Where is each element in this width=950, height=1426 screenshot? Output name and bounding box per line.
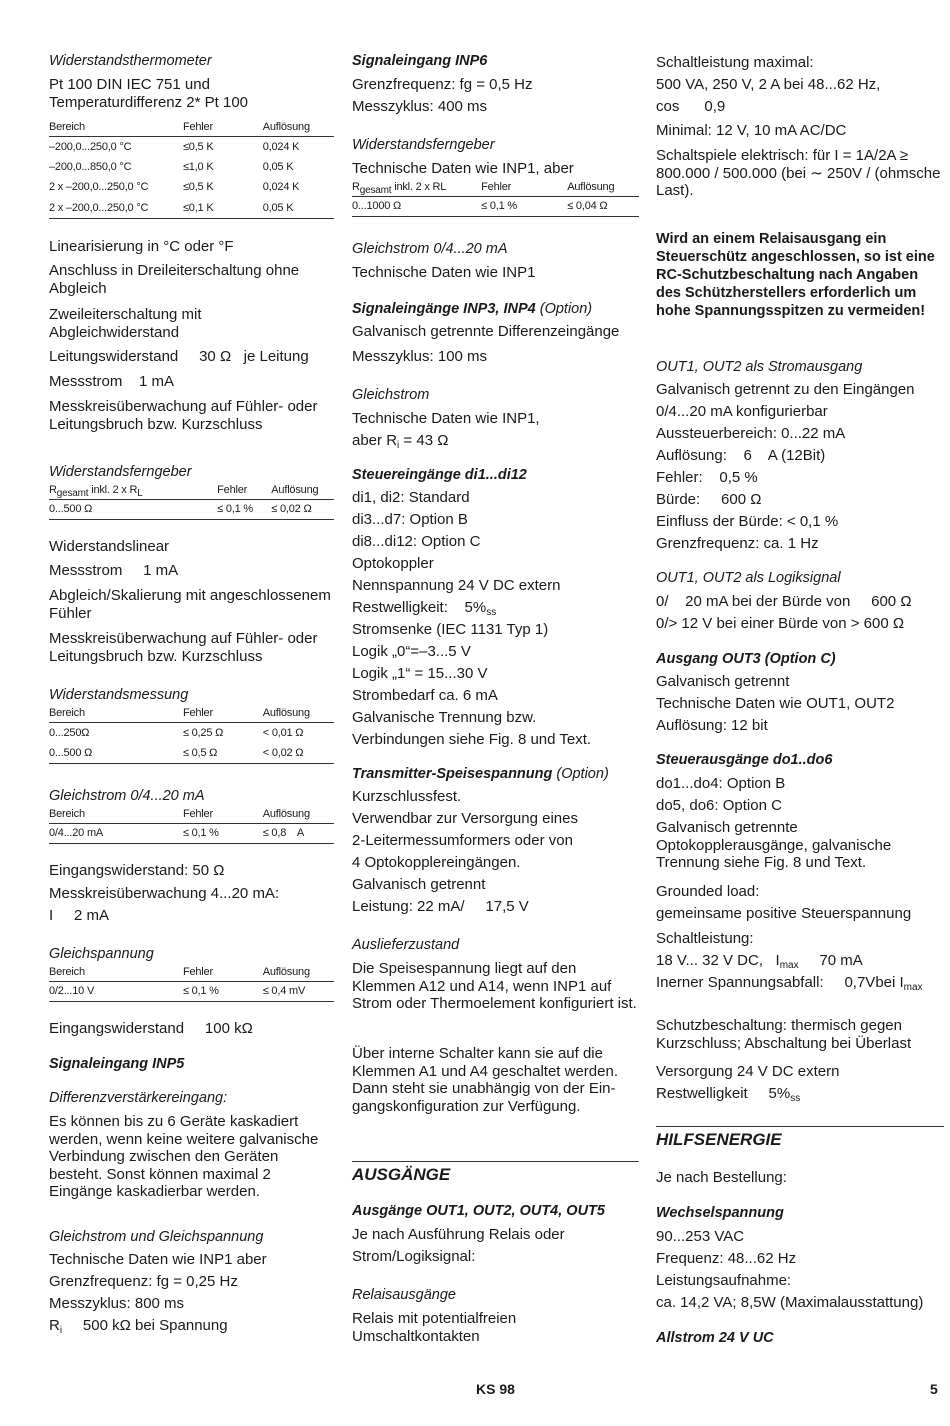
cell: 2 x –200,0...250,0 °C (49, 181, 149, 194)
col-header: Fehler (183, 706, 263, 722)
table-header (352, 180, 639, 196)
imax-sub: max (779, 960, 799, 971)
ws-line-1: 90...253 VAC (656, 1228, 745, 1245)
rt-description: Pt 100 DIN IEC 751 und Temperaturdifferenz 2* Pt 100 (49, 76, 249, 111)
ri-sub: i (59, 1325, 63, 1336)
wfg2-heading: Widerstandsferngeber (352, 137, 495, 153)
cell: < 0,01 Ω (262, 726, 304, 739)
sa-line-3: Aussteuerbereich: 0...22 mA (656, 425, 846, 442)
di-line-10: Galvanische Trennung bzw. (352, 709, 537, 726)
page-number: 5 (930, 1381, 938, 1397)
col-header (49, 483, 217, 499)
rest-label: Restwelligkeit: 5% (352, 599, 487, 616)
col-header: Bereich (49, 965, 183, 981)
tsp-line-1: Kurzschlussfest. (352, 788, 462, 805)
wm-table (49, 706, 334, 764)
abfall-sub: max (903, 982, 923, 993)
table-row (49, 722, 334, 743)
cell: 0/4...20 mA (49, 823, 183, 844)
inp34-option: (Option) (535, 301, 593, 317)
inp6-line-2: Messzyklus: 400 ms (352, 98, 488, 115)
di-line-2: di3...d7: Option B (352, 511, 468, 528)
tsp-line-3: 2-Leitermessumformers oder von (352, 832, 573, 849)
footer-title: KS 98 (476, 1381, 515, 1397)
o3-line-3: Auflösung: 12 bit (656, 717, 768, 734)
di-line-6: Stromsenke (IEC 1131 Typ 1) (352, 621, 549, 638)
di-line-3: di8...di12: Option C (352, 533, 481, 550)
table-row (49, 136, 334, 157)
gs3-heading: Gleichstrom (352, 387, 430, 403)
ri-label: R (49, 1317, 60, 1334)
table-header (49, 120, 334, 136)
di-line-11: Verbindungen siehe Fig. 8 und Text. (352, 731, 592, 748)
wm-heading: Widerstandsmessung (49, 687, 189, 703)
rest-label: Restwelligkeit 5% (656, 1085, 791, 1102)
table-row (49, 177, 334, 198)
col-header: Auflösung (271, 483, 334, 499)
col-header: Auflösung (263, 807, 334, 823)
di-restwelligkeit (352, 599, 639, 617)
sa-line-1: Galvanisch getrennt zu den Eingängen (656, 381, 915, 398)
cell: ≤ 0,04 Ω (567, 196, 639, 217)
cell: < 0,02 Ω (263, 743, 334, 764)
gug-line-3: Messzyklus: 800 ms (49, 1295, 185, 1312)
warning-text: Wird an einem Relaisausgang ein Steuerschütz angeschlossen, so ist eine RC-Schutzbeschaltung nach Angaben des Schützherstellers erforderlich um hohe Spannungsspitzen zu vermeiden! (656, 231, 935, 319)
di-line-5: Nennspannung 24 V DC extern (352, 577, 561, 594)
cell: 0,024 K (262, 140, 300, 153)
sa-line-4: Auflösung: 6 A (12Bit) (656, 447, 826, 464)
cell: 0,05 K (263, 198, 334, 219)
cell: ≤ 0,4 mV (263, 981, 334, 1002)
cell: 0...500 Ω (49, 499, 217, 520)
i-2ma: I 2 mA (49, 907, 110, 924)
do-line-1: do1...do4: Option B (656, 775, 786, 792)
table-row (49, 157, 334, 178)
imax-value: 70 mA (798, 952, 863, 969)
cell: 0,024 K (262, 181, 300, 194)
table-header (49, 706, 334, 722)
table-row (49, 499, 334, 520)
wfg2-line-1: Technische Daten wie INP1, aber (352, 160, 574, 177)
col-header: Fehler (217, 483, 271, 499)
rt-table (49, 120, 334, 219)
di-line-8: Logik „1“ = 15...30 V (352, 665, 488, 682)
gug-heading: Gleichstrom und Gleichspannung (49, 1229, 264, 1245)
ls-line-1: 0/ 20 mA bei der Bürde von 600 Ω (656, 593, 912, 610)
col-header (352, 180, 481, 196)
rest-sub: ss (790, 1093, 801, 1104)
sa-heading: OUT1, OUT2 als Stromausgang (656, 359, 863, 375)
cell: 0...250Ω (49, 726, 90, 739)
col-header: Bereich (49, 120, 183, 136)
col-header: Fehler (481, 180, 567, 196)
kreisueberwachung-2: Messkreisüberwachung auf Fühler- oder Leitungsbruch bzw. Kurzschluss (49, 630, 318, 665)
tsp-line-2: Verwendbar zur Versorgung eines (352, 810, 578, 827)
ws-heading: Wechselspannung (656, 1205, 784, 1221)
col-header: Auflösung (263, 120, 334, 136)
sl-line-5: Schaltspiele elektrisch: für I = 1A/2A ≥ 800.000 / 500.000 (bei ∼ 250V / (ohmsche Last). (656, 147, 941, 199)
gs2-line-1: Technische Daten wie INP1 (352, 264, 536, 281)
kreisueberwachung: Messkreisüberwachung auf Fühler- oder Leitungsbruch bzw. Kurzschluss (49, 398, 318, 433)
header-rest: inkl. 2 x R (88, 483, 138, 496)
ls-heading: OUT1, OUT2 als Logiksignal (656, 570, 841, 586)
al-text-1: Die Speisespannung liegt auf den Klemmen A12 und A14, wenn INP1 auf Strom oder Thermoelement konfiguriert ist. (352, 960, 637, 1012)
sa-line-8: Grenzfrequenz: ca. 1 Hz (656, 535, 819, 552)
widerstandslinear: Widerstandslinear (49, 538, 170, 555)
header-r: R (49, 483, 57, 496)
tsp-title: Transmitter-Speisespannung (352, 766, 553, 782)
cell: ≤ 0,1 % (183, 823, 263, 844)
inp6-heading: Signaleingang INP6 (352, 53, 488, 69)
sa-line-5: Fehler: 0,5 % (656, 469, 758, 486)
messstrom-2: Messstrom 1 mA (49, 562, 179, 579)
out-heading: Ausgänge OUT1, OUT2, OUT4, OUT5 (352, 1203, 605, 1219)
tsp-line-6: Leistung: 22 mA/ 17,5 V (352, 898, 529, 915)
table-row (49, 743, 334, 764)
tsp-heading (352, 765, 639, 783)
sl-line-3: cos 0,9 (656, 98, 726, 115)
cell: 0/2...10 V (49, 981, 183, 1002)
wfg-heading: Widerstandsferngeber (49, 464, 192, 480)
cell: ≤ 0,1 % (183, 981, 263, 1002)
gs-table (49, 807, 334, 844)
cell: ≤ 0,02 Ω (271, 499, 334, 520)
imax-label: 18 V... 32 V DC, I (656, 952, 780, 969)
col-header: Bereich (49, 807, 183, 823)
table-header (49, 483, 334, 499)
gug-line-1: Technische Daten wie INP1 aber (49, 1251, 267, 1268)
abgleich: Abgleich/Skalierung mit angeschlossenem Fühler (49, 587, 331, 622)
header-r: R (352, 180, 360, 193)
cell: ≤0,5 K (182, 181, 214, 194)
di-line-7: Logik „0“=–3...5 V (352, 643, 471, 660)
ws-line-4: ca. 14,2 VA; 8,5W (Maximalausstattung) (656, 1294, 924, 1311)
do-line-10: Versorgung 24 V DC extern (656, 1063, 840, 1080)
col-header: Auflösung (263, 965, 334, 981)
ws-line-2: Frequenz: 48...62 Hz (656, 1250, 797, 1267)
gs-heading: Gleichstrom 0/4...20 mA (49, 788, 205, 804)
do-line-4: Grounded load: (656, 883, 760, 900)
zweileiter: Zweileiterschaltung mit Abgleichwiderstand (49, 306, 202, 341)
cell: –200,0...850,0 °C (49, 160, 132, 173)
inp5-heading: Signaleingang INP5 (49, 1056, 185, 1072)
table-row (49, 823, 334, 844)
hilfsenergie-section: HILFSENERGIE (656, 1126, 944, 1150)
hilf-line-1: Je nach Bestellung: (656, 1169, 787, 1186)
tsp-option: (Option) (552, 766, 609, 782)
al-text-2: Über interne Schalter kann sie auf die Klemmen A1 und A4 geschaltet werden. Dann steht sie unabhängig von der Ein- gangskonfiguration zur Verfügung. (352, 1045, 619, 1115)
do-heading: Steuerausgänge do1..do6 (656, 752, 833, 768)
messstrom: Messstrom 1 mA (49, 373, 175, 390)
do-line-3: Galvanisch getrennte Optokopplerausgänge, galvanische Trennung siehe Fig. 8 und Text. (656, 819, 892, 871)
cell: ≤1,0 K (182, 160, 214, 173)
header-sub: gesamt (359, 184, 392, 196)
inp34-heading (352, 300, 639, 318)
leitungswiderstand: Leitungswiderstand 30 Ω je Leitung (49, 348, 309, 365)
di-line-1: di1, di2: Standard (352, 489, 470, 506)
do-line-9: Schutzbeschaltung: thermisch gegen Kurzschluss; Abschaltung bei Überlast (656, 1017, 912, 1052)
cell: ≤ 0,5 Ω (183, 743, 263, 764)
abfall-label: Inerner Spannungsabfall: 0,7Vbei I (656, 974, 904, 991)
do-line-8 (656, 974, 944, 992)
header-sub: gesamt (56, 487, 89, 499)
dreileiter: Anschluss in Dreileiterschaltung ohne Abgleich (49, 262, 300, 297)
col-header: Auflösung (263, 706, 334, 722)
ri-value: = 43 Ω (399, 432, 449, 449)
ri-sub: i (397, 440, 400, 451)
inp34-line-1: Galvanisch getrennte Differenzeingänge (352, 323, 620, 340)
cell: –200,0...250,0 °C (49, 140, 132, 153)
sl-line-4: Minimal: 12 V, 10 mA AC/DC (656, 122, 847, 139)
cell: 2 x –200,0...250,0 °C (49, 198, 183, 219)
cell: ≤ 0,8 A (263, 823, 334, 844)
sl-line-2: 500 VA, 250 V, 2 A bei 48...62 Hz, (656, 76, 881, 93)
cell: ≤0,1 K (183, 198, 263, 219)
cell: 0...500 Ω (49, 743, 183, 764)
out-line-2: Strom/Logiksignal: (352, 1248, 476, 1265)
cell: ≤0,5 K (182, 140, 214, 153)
cell: 0...1000 Ω (352, 196, 481, 217)
gsp-table (49, 965, 334, 1002)
cell: ≤ 0,1 % (481, 196, 567, 217)
do-line-6: Schaltleistung: (656, 930, 754, 947)
allstrom-heading: Allstrom 24 V UC (656, 1330, 774, 1346)
di-heading: Steuereingänge di1...di12 (352, 467, 527, 483)
di-line-9: Strombedarf ca. 6 mA (352, 687, 498, 704)
col-header: Auflösung (567, 180, 639, 196)
sa-line-2: 0/4...20 mA konfigurierbar (656, 403, 828, 420)
gsp-heading: Gleichspannung (49, 946, 154, 962)
col-header: Bereich (49, 706, 183, 722)
rel-text: Relais mit potentialfreien Umschaltkontakten (352, 1310, 517, 1345)
cell: ≤ 0,1 % (217, 499, 271, 520)
ausgaenge-section: AUSGÄNGE (352, 1161, 639, 1185)
col-header: Fehler (183, 120, 263, 136)
eingangswiderstand-2: Eingangswiderstand 100 kΩ (49, 1020, 253, 1037)
do-line-2: do5, do6: Option C (656, 797, 782, 814)
table-header (49, 807, 334, 823)
gs2-heading: Gleichstrom 0/4...20 mA (352, 241, 508, 257)
o3-heading: Ausgang OUT3 (Option C) (656, 651, 836, 667)
ri-value: 500 kΩ bei Spannung (62, 1317, 228, 1334)
gs3-line-1: Technische Daten wie INP1, (352, 410, 540, 427)
table-row (49, 198, 334, 219)
rel-heading: Relaisausgänge (352, 1287, 456, 1303)
cell: ≤ 0,25 Ω (182, 726, 224, 739)
inp34-title: Signaleingänge INP3, INP4 (352, 301, 536, 317)
rest-sub: ss (486, 607, 497, 618)
gs3-line-2 (352, 432, 639, 450)
table-header (49, 965, 334, 981)
inp34-line-2: Messzyklus: 100 ms (352, 348, 488, 365)
rt-heading: Widerstandsthermometer (49, 53, 212, 69)
diff-text: Es können bis zu 6 Geräte kaskadiert werden, wenn keine weitere galvanische Verbindung zwischen den Geräten besteht. Sonst können maximal 2 Eingänge kaskadierbar werden. (49, 1113, 319, 1200)
col-header: Fehler (183, 807, 263, 823)
di-line-4: Optokoppler (352, 555, 434, 572)
wfg-table (49, 483, 334, 520)
sl-line-1: Schaltleistung maximal: (656, 54, 814, 71)
table-row (352, 196, 639, 217)
inp6-line-1: Grenzfrequenz: fg = 0,5 Hz (352, 76, 533, 93)
header-sub: L (137, 487, 143, 499)
sa-line-6: Bürde: 600 Ω (656, 491, 762, 508)
diff-heading: Differenzverstärkereingang: (49, 1090, 228, 1106)
ws-line-3: Leistungsaufnahme: (656, 1272, 792, 1289)
eingangswiderstand: Eingangswiderstand: 50 Ω (49, 862, 225, 879)
o3-line-2: Technische Daten wie OUT1, OUT2 (656, 695, 895, 712)
header-rest: inkl. 2 x RL (391, 180, 447, 193)
cell: 0,05 K (262, 160, 294, 173)
col-header: Fehler (183, 965, 263, 981)
gug-line-4 (49, 1317, 334, 1335)
tsp-line-5: Galvanisch getrennt (352, 876, 486, 893)
o3-line-1: Galvanisch getrennt (656, 673, 790, 690)
do-line-7 (656, 952, 944, 970)
linearisierung: Linearisierung in °C oder °F (49, 238, 234, 255)
sa-line-7: Einfluss der Bürde: < 0,1 % (656, 513, 839, 530)
gug-line-2: Grenzfrequenz: fg = 0,25 Hz (49, 1273, 238, 1290)
kreisueberwachung-3: Messkreisüberwachung 4...20 mA: (49, 885, 280, 902)
do-line-5: gemeinsame positive Steuerspannung (656, 905, 912, 922)
do-line-11 (656, 1085, 944, 1103)
ri-label: aber R (352, 432, 398, 449)
out-line-1: Je nach Ausführung Relais oder (352, 1226, 565, 1243)
table-row (49, 981, 334, 1002)
al-heading: Auslieferzustand (352, 937, 460, 953)
wfg2-table (352, 180, 639, 217)
tsp-line-4: 4 Optokopplereingängen. (352, 854, 521, 871)
ls-line-2: 0/> 12 V bei einer Bürde von > 600 Ω (656, 615, 905, 632)
